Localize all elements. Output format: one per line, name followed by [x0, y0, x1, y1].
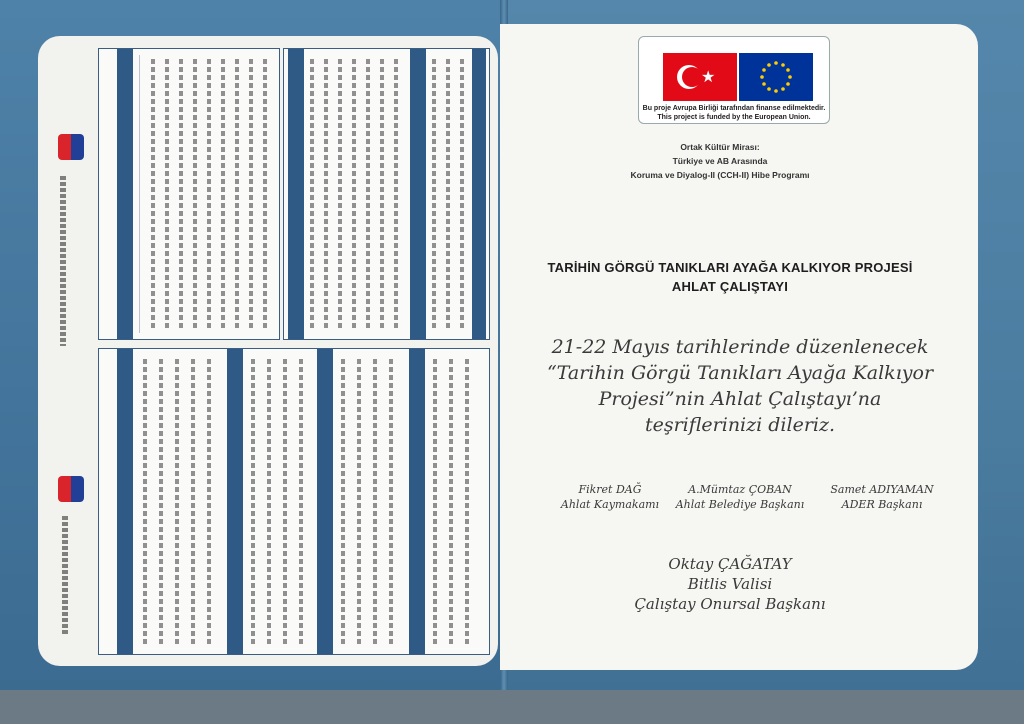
signer-title: ADER Başkanı	[841, 498, 923, 511]
schedule-header-band	[409, 349, 425, 654]
mini-flag-logo	[58, 134, 84, 160]
honorary-title: Bitlis Valisi	[687, 575, 773, 593]
schedule-table-day2	[98, 348, 490, 655]
signer-title: Ahlat Kaymakamı	[560, 498, 660, 511]
signer-1	[540, 482, 680, 512]
signer-name: A.Mümtaz ÇOBAN	[688, 483, 792, 496]
signer-title: Ahlat Belediye Başkanı	[675, 498, 805, 511]
honorary-role: Çalıştay Onursal Başkanı	[634, 595, 826, 613]
invitation-line: 21-22 Mayıs tarihlerinde düzenlenecek	[551, 336, 929, 358]
signer-3	[812, 482, 952, 512]
schedule-header-band	[410, 49, 426, 339]
schedule-table-day1-b	[283, 48, 490, 340]
funding-caption-tr: Bu proje Avrupa Birliği tarafından finanse edilmektedir.	[642, 105, 826, 112]
invitation-line: teşriflerinizi dileriz.	[644, 414, 836, 436]
project-title: TARİHİN GÖRGÜ TANIKLARI AYAĞA KALKIYOR PROJESİ	[547, 260, 913, 275]
schedule-header-band	[288, 49, 304, 339]
honorary-name: Oktay ÇAĞATAY	[668, 555, 792, 573]
signer-name: Fikret DAĞ	[578, 483, 642, 496]
invitation-card	[500, 24, 978, 670]
schedule-table-day1	[98, 48, 280, 340]
program-schedule-card	[38, 36, 498, 666]
turkey-flag-icon: ★	[663, 53, 737, 101]
funding-logo-box	[638, 36, 830, 124]
schedule-header-band	[472, 49, 486, 339]
schedule-header-band	[117, 349, 133, 654]
program-name-line2: Türkiye ve AB Arasında	[672, 156, 768, 166]
invitation-text	[540, 334, 940, 438]
program-name-line3: Koruma ve Diyalog-II (CCH-II) Hibe Programı	[630, 170, 810, 180]
signer-2	[670, 482, 810, 512]
signer-name: Samet ADIYAMAN	[830, 483, 934, 496]
schedule-title-text	[60, 176, 66, 346]
table-surface	[0, 690, 1024, 724]
schedule-header-band	[227, 349, 243, 654]
workshop-title: AHLAT ÇALIŞTAYI	[671, 279, 789, 294]
program-name-line1: Ortak Kültür Mirası:	[680, 142, 760, 152]
schedule-title-text	[62, 516, 68, 636]
honorary-president	[620, 554, 840, 614]
invitation-line: “Tarihin Görgü Tanıkları Ayağa Kalkıyor	[546, 362, 934, 384]
funding-caption-en: This project is funded by the European Union.	[657, 114, 811, 121]
mini-flag-logo	[58, 476, 84, 502]
eu-flag-icon	[739, 53, 813, 101]
schedule-header-band	[317, 349, 333, 654]
schedule-header-band	[117, 49, 133, 339]
invitation-line: Projesi”nin Ahlat Çalıştayı’na	[598, 388, 882, 410]
